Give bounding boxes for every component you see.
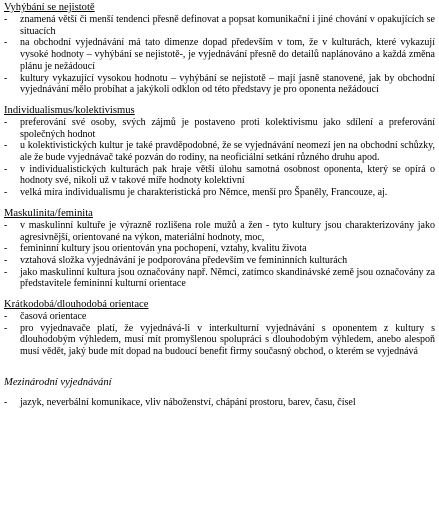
list-item: - pro vyjednavače platí, že vyjednává-li v interkulturní vyjednávání s oponentem z kultury s dlouhodobým výhledem, musí mít promyšlenou spolupráci s dlouhodobým výhledem, anebo alespoň musí vědět, jaký bude mít dopad na budoucí benefit firmy současný obchod, o kterém se vyjednává	[4, 323, 435, 358]
section-heading: Krátkodobá/dlouhodobá orientace	[4, 299, 149, 311]
bullet-list	[4, 117, 435, 199]
list-item: - znamená větší či menší tendenci přesně definovat a popsat komunikační i jiné chování v opakujících se situacích	[4, 14, 435, 37]
list-item: - femininní kultury jsou orientován yna pochopení, vztahy, kvalitu života	[4, 243, 435, 255]
section-individualism	[4, 105, 435, 199]
section-heading: Maskulinita/feminita	[4, 207, 93, 219]
list-item: - jazyk, neverbální komunikace, vliv náboženství, chápání prostoru, barev, času, čísel	[4, 397, 435, 409]
section-heading: Mezinárodní vyjednávání	[4, 376, 112, 388]
section-uncertainty-avoidance	[4, 2, 435, 96]
list-item: - v individualistických kulturách pak hraje větší úlohu samotná osobnost oponenta, který se opírá o hodnoty své, nikoli už v takové míře hodnoty kolektivní	[4, 164, 435, 187]
list-item: - v maskulinní kultuře je výrazně rozlišena role mužů a žen - tyto kultury jsou charakterizovány jako agresivnější, orientované na výkon, materiální hodnoty, moc,	[4, 220, 435, 243]
section-international-negotiation	[4, 377, 435, 409]
list-item: - jako maskulinní kultura jsou označovány např. Němci, zatímco skandinávské země jsou označovány za představitele femininní kulturní orientace	[4, 267, 435, 290]
list-item: - vztahová složka vyjednávání je podporována především ve femininních kulturách	[4, 255, 435, 267]
spacer	[4, 367, 435, 377]
list-item: - kultury vykazující vysokou hodnotu – vyhýbání se nejistotě – mají jasně stanovené, jak by obchodní vyjednávání mělo probíhat a jakýkoli odklon od této představy je pro oponenta nežádoucí	[4, 73, 435, 96]
section-masculinity	[4, 208, 435, 290]
section-time-orientation	[4, 299, 435, 358]
section-heading: Individualismus/kolektivismus	[4, 104, 135, 116]
bullet-list	[4, 311, 435, 358]
bullet-list	[4, 397, 435, 409]
list-item: - velká míra individualismu je charakteristická pro Němce, menší pro Španěly, Francouze, aj.	[4, 187, 435, 199]
bullet-list	[4, 220, 435, 290]
spacer	[4, 389, 435, 397]
list-item: - preferování své osoby, svých zájmů je postaveno proti kolektivismu jako sdílení a preferování společných hodnot	[4, 117, 435, 140]
bullet-list	[4, 14, 435, 96]
section-heading: Vyhýbání se nejistotě	[4, 2, 95, 13]
list-item: - u kolektivistických kultur je také pravděpodobné, že se vyjednávání neomezí jen na obchodní schůzky, ale že bude vyjednávač také pozván do rodiny, na neoficiální setkání různého druhu apod.	[4, 140, 435, 163]
list-item: - časová orientace	[4, 311, 435, 323]
list-item: - na obchodní vyjednávání má tato dimenze dopad především v tom, že v kulturách, které vykazují vysoké hodnoty – vyhýbání se nejistotě-, je vyjednávání přesně do detailů naplánováno a každá změna plánu je nežádoucí	[4, 37, 435, 72]
